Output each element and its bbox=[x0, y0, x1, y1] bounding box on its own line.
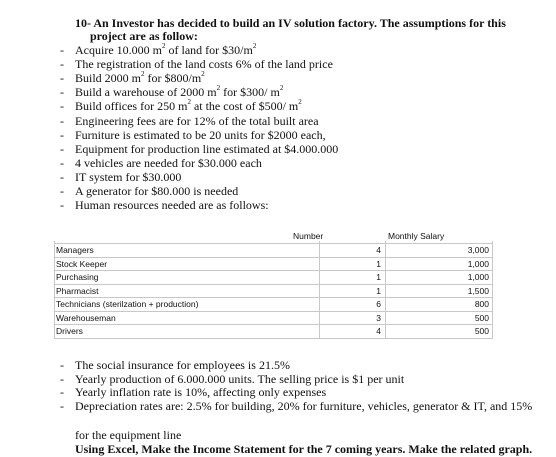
table-cell-number: 6 bbox=[376, 299, 381, 309]
assumption-item bbox=[75, 72, 205, 84]
table-cell-role: Purchasing bbox=[56, 272, 99, 282]
bullet-dash: - bbox=[60, 99, 64, 113]
table-cell-salary: 1,500 bbox=[467, 285, 489, 296]
bullet-dash: - bbox=[60, 57, 64, 71]
column-header-monthly-salary: Monthly Salary bbox=[388, 231, 445, 241]
assumption-item bbox=[75, 171, 181, 183]
table-cell-number: 4 bbox=[376, 326, 381, 336]
assumption-text-pre: Build offices for 250 m bbox=[75, 99, 188, 113]
table-cell-salary: 1,000 bbox=[467, 258, 489, 269]
table-cell-role: Drivers bbox=[56, 326, 83, 336]
assumption-text-sup: 2 bbox=[187, 98, 191, 106]
assumption-item bbox=[75, 143, 338, 155]
table-cell-salary: 1,000 bbox=[467, 272, 489, 282]
table-cell-role: Technicians (sterilzation + production) bbox=[56, 299, 199, 309]
task-instruction: Using Excel, Make the Income Statement for the 7 coming years. Make the related graph. bbox=[75, 442, 533, 456]
assumption-item bbox=[75, 199, 269, 211]
column-header-number: Number bbox=[293, 231, 324, 241]
assumption-item bbox=[75, 44, 256, 56]
assumption-text-sup: 2 bbox=[161, 42, 166, 50]
assumption-item bbox=[75, 100, 302, 112]
assumption-text-pre: IT system for $30.000 bbox=[75, 170, 182, 184]
assumption-text-pre: Build 2000 m bbox=[75, 71, 142, 85]
assumption-text-post: at the cost of $500/ m bbox=[190, 99, 299, 113]
bullet-dash: - bbox=[60, 358, 64, 372]
assumption-item bbox=[75, 185, 238, 197]
human-resources-table bbox=[54, 241, 492, 339]
table-cell-number: 4 bbox=[376, 245, 381, 255]
table-cell-role: Managers bbox=[56, 245, 94, 255]
bullet-dash: - bbox=[60, 128, 64, 142]
assumption-item bbox=[75, 157, 262, 169]
assumption-text-post: of land for $30/m bbox=[165, 43, 253, 57]
bullet-dash: - bbox=[60, 399, 64, 413]
assumption-text-post: for $300/ m bbox=[220, 85, 280, 99]
bullet-dash: - bbox=[60, 85, 64, 99]
assumption-text-sup2: 2 bbox=[298, 98, 302, 106]
bullet-dash: - bbox=[60, 71, 64, 85]
assumption-item bbox=[75, 86, 283, 98]
assumption-text-pre: 4 vehicles are needed for $30.000 each bbox=[75, 156, 262, 170]
assumption-text-pre: The registration of the land costs 6% of the land price bbox=[75, 57, 333, 71]
question-heading-line1: 10- An Investor has decided to build an IV solution factory. The assumptions for this bbox=[75, 16, 506, 30]
assumption-item bbox=[75, 58, 333, 70]
table-cell-role: Pharmacist bbox=[56, 285, 99, 296]
additional-assumption-item: The social insurance for employees is 21.5% bbox=[75, 358, 290, 372]
assumption-text-sup2: 2 bbox=[252, 42, 257, 50]
table-cell-number: 1 bbox=[376, 285, 381, 296]
additional-assumption-item: Yearly inflation rate is 10%, affecting only expenses bbox=[75, 385, 327, 399]
assumption-text-post: for $800/m bbox=[144, 71, 202, 85]
additional-assumption-item: Depreciation rates are: 2.5% for building, 20% for furniture, vehicles, generator & IT, and 15% bbox=[75, 399, 533, 413]
bullet-dash: - bbox=[60, 170, 64, 184]
assumption-text-pre: Build a warehouse of 2000 m bbox=[75, 85, 217, 99]
assumption-text-sup: 2 bbox=[141, 70, 145, 78]
additional-assumption-item: Yearly production of 6.000.000 units. The selling price is $1 per unit bbox=[75, 372, 405, 386]
bullet-dash: - bbox=[60, 385, 64, 399]
table-cell-number: 1 bbox=[376, 272, 381, 282]
depreciation-continuation: for the equipment line bbox=[75, 428, 182, 442]
bullet-dash: - bbox=[60, 372, 64, 386]
assumption-text-pre: Furniture is estimated to be 20 units for $2000 each, bbox=[75, 128, 326, 142]
assumption-text-pre: Engineering fees are for 12% of the total built area bbox=[75, 114, 319, 128]
assumption-text-sup2: 2 bbox=[279, 84, 284, 92]
assumption-text-sup2: 2 bbox=[201, 70, 205, 78]
table-cell-number: 3 bbox=[376, 312, 381, 323]
table-cell-salary: 500 bbox=[474, 312, 489, 323]
table-cell-salary: 800 bbox=[474, 299, 489, 309]
table-cell-salary: 3,000 bbox=[467, 245, 489, 255]
assumption-text-sup: 2 bbox=[216, 84, 221, 92]
assumption-text-pre: Human resources needed are as follows: bbox=[75, 198, 269, 212]
table-cell-number: 1 bbox=[376, 258, 381, 269]
bullet-dash: - bbox=[60, 156, 64, 170]
bullet-dash: - bbox=[60, 142, 64, 156]
bullet-dash: - bbox=[60, 184, 64, 198]
bullet-dash: - bbox=[60, 198, 64, 212]
assumption-item bbox=[75, 129, 326, 141]
assumption-text-pre: Equipment for production line estimated at $4.000.000 bbox=[75, 142, 339, 156]
table-cell-role: Warehouseman bbox=[56, 312, 116, 323]
bullet-dash: - bbox=[60, 114, 64, 128]
assumption-text-pre: A generator for $80.000 is needed bbox=[75, 184, 239, 198]
question-heading-line2: project are as follow: bbox=[90, 29, 198, 43]
bullet-dash: - bbox=[60, 43, 64, 57]
table-cell-salary: 500 bbox=[474, 326, 489, 336]
assumption-item bbox=[75, 115, 319, 127]
assumption-text-pre: Acquire 10.000 m bbox=[75, 43, 162, 57]
table-cell-role: Stock Keeper bbox=[56, 258, 108, 269]
